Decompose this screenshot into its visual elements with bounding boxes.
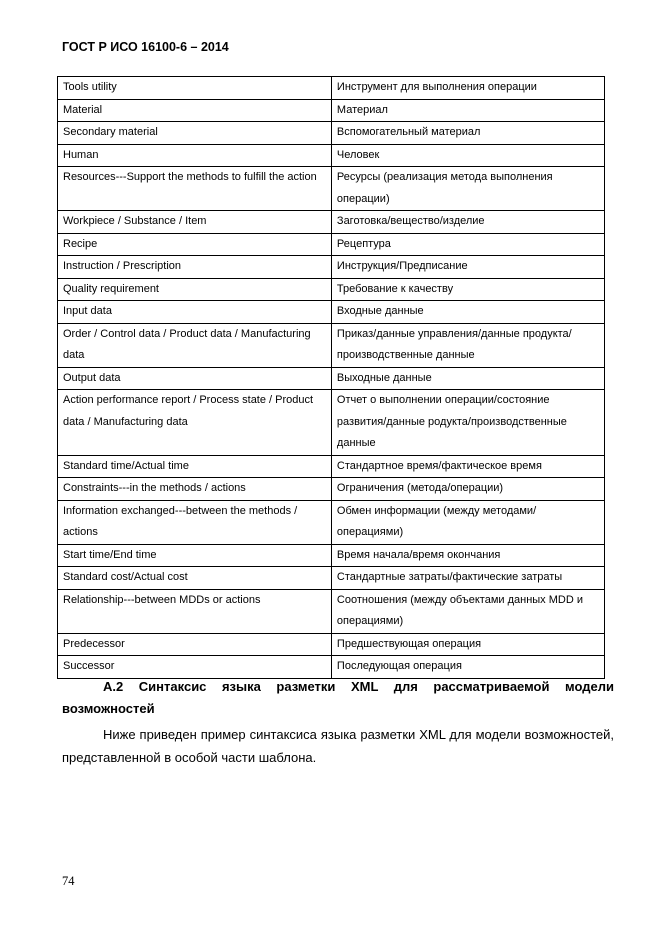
english-term-cell: Material (58, 99, 332, 122)
section-heading (62, 676, 614, 720)
table-row (58, 390, 605, 456)
english-term-cell: Workpiece / Substance / Item (58, 211, 332, 234)
russian-term-cell: Рецептура (331, 233, 604, 256)
russian-term-cell: Отчет о выполнении операции/состояние развития/данные родукта/производственные данные (331, 390, 604, 456)
russian-term-cell: Обмен информации (между методами/операциями) (331, 500, 604, 544)
page-number: 74 (62, 874, 75, 888)
russian-term-cell: Входные данные (331, 301, 604, 324)
english-term-cell: Standard time/Actual time (58, 455, 332, 478)
table-row (58, 455, 605, 478)
english-term-cell: Start time/End time (58, 544, 332, 567)
english-term-cell: Predecessor (58, 633, 332, 656)
english-term-cell: Order / Control data / Product data / Manufacturing data (58, 323, 332, 367)
russian-term-cell: Время начала/время окончания (331, 544, 604, 567)
table-row (58, 633, 605, 656)
body-paragraph (62, 723, 614, 769)
russian-term-cell: Выходные данные (331, 367, 604, 390)
term-table (57, 76, 605, 679)
table-row (58, 323, 605, 367)
russian-term-cell: Стандартное время/фактическое время (331, 455, 604, 478)
table-row (58, 211, 605, 234)
table-row (58, 589, 605, 633)
table-row (58, 544, 605, 567)
document-header: ГОСТ Р ИСО 16100-6 – 2014 (62, 40, 229, 54)
russian-term-cell: Требование к качеству (331, 278, 604, 301)
russian-term-cell: Заготовка/вещество/изделие (331, 211, 604, 234)
english-term-cell: Action performance report / Process state / Product data / Manufacturing data (58, 390, 332, 456)
table-row (58, 122, 605, 145)
english-term-cell: Resources---Support the methods to fulfill the action (58, 167, 332, 211)
english-term-cell: Secondary material (58, 122, 332, 145)
russian-term-cell: Инструкция/Предписание (331, 256, 604, 279)
russian-term-cell: Последующая операция (331, 656, 604, 679)
russian-term-cell: Человек (331, 144, 604, 167)
table-row (58, 567, 605, 590)
table-row (58, 256, 605, 279)
table-row (58, 167, 605, 211)
english-term-cell: Output data (58, 367, 332, 390)
table-row (58, 278, 605, 301)
russian-term-cell: Стандартные затраты/фактические затраты (331, 567, 604, 590)
english-term-cell: Successor (58, 656, 332, 679)
russian-term-cell: Предшествующая операция (331, 633, 604, 656)
russian-term-cell: Вспомогательный материал (331, 122, 604, 145)
russian-term-cell: Ограничения (метода/операции) (331, 478, 604, 501)
russian-term-cell: Приказ/данные управления/данные продукта/производственные данные (331, 323, 604, 367)
table-row (58, 144, 605, 167)
table-row (58, 301, 605, 324)
russian-term-cell: Ресурсы (реализация метода выполнения операции) (331, 167, 604, 211)
russian-term-cell: Соотношения (между объектами данных MDD и операциями) (331, 589, 604, 633)
english-term-cell: Tools utility (58, 77, 332, 100)
english-term-cell: Human (58, 144, 332, 167)
english-term-cell: Relationship---between MDDs or actions (58, 589, 332, 633)
section-title: Синтаксис языка разметки XML для рассматриваемой модели возможностей (62, 679, 614, 716)
table-row (58, 656, 605, 679)
section-number: А.2 (103, 679, 124, 694)
table-row (58, 233, 605, 256)
english-term-cell: Quality requirement (58, 278, 332, 301)
english-term-cell: Input data (58, 301, 332, 324)
english-term-cell: Constraints---in the methods / actions (58, 478, 332, 501)
table-row (58, 478, 605, 501)
table-row (58, 77, 605, 100)
table-row (58, 99, 605, 122)
russian-term-cell: Инструмент для выполнения операции (331, 77, 604, 100)
english-term-cell: Instruction / Prescription (58, 256, 332, 279)
english-term-cell: Recipe (58, 233, 332, 256)
paragraph-text: Ниже приведен пример синтаксиса языка разметки XML для модели возможностей, представленной в особой части шаблона. (62, 727, 614, 765)
russian-term-cell: Материал (331, 99, 604, 122)
english-term-cell: Standard cost/Actual cost (58, 567, 332, 590)
english-term-cell: Information exchanged---between the methods / actions (58, 500, 332, 544)
table-row (58, 367, 605, 390)
table-row (58, 500, 605, 544)
